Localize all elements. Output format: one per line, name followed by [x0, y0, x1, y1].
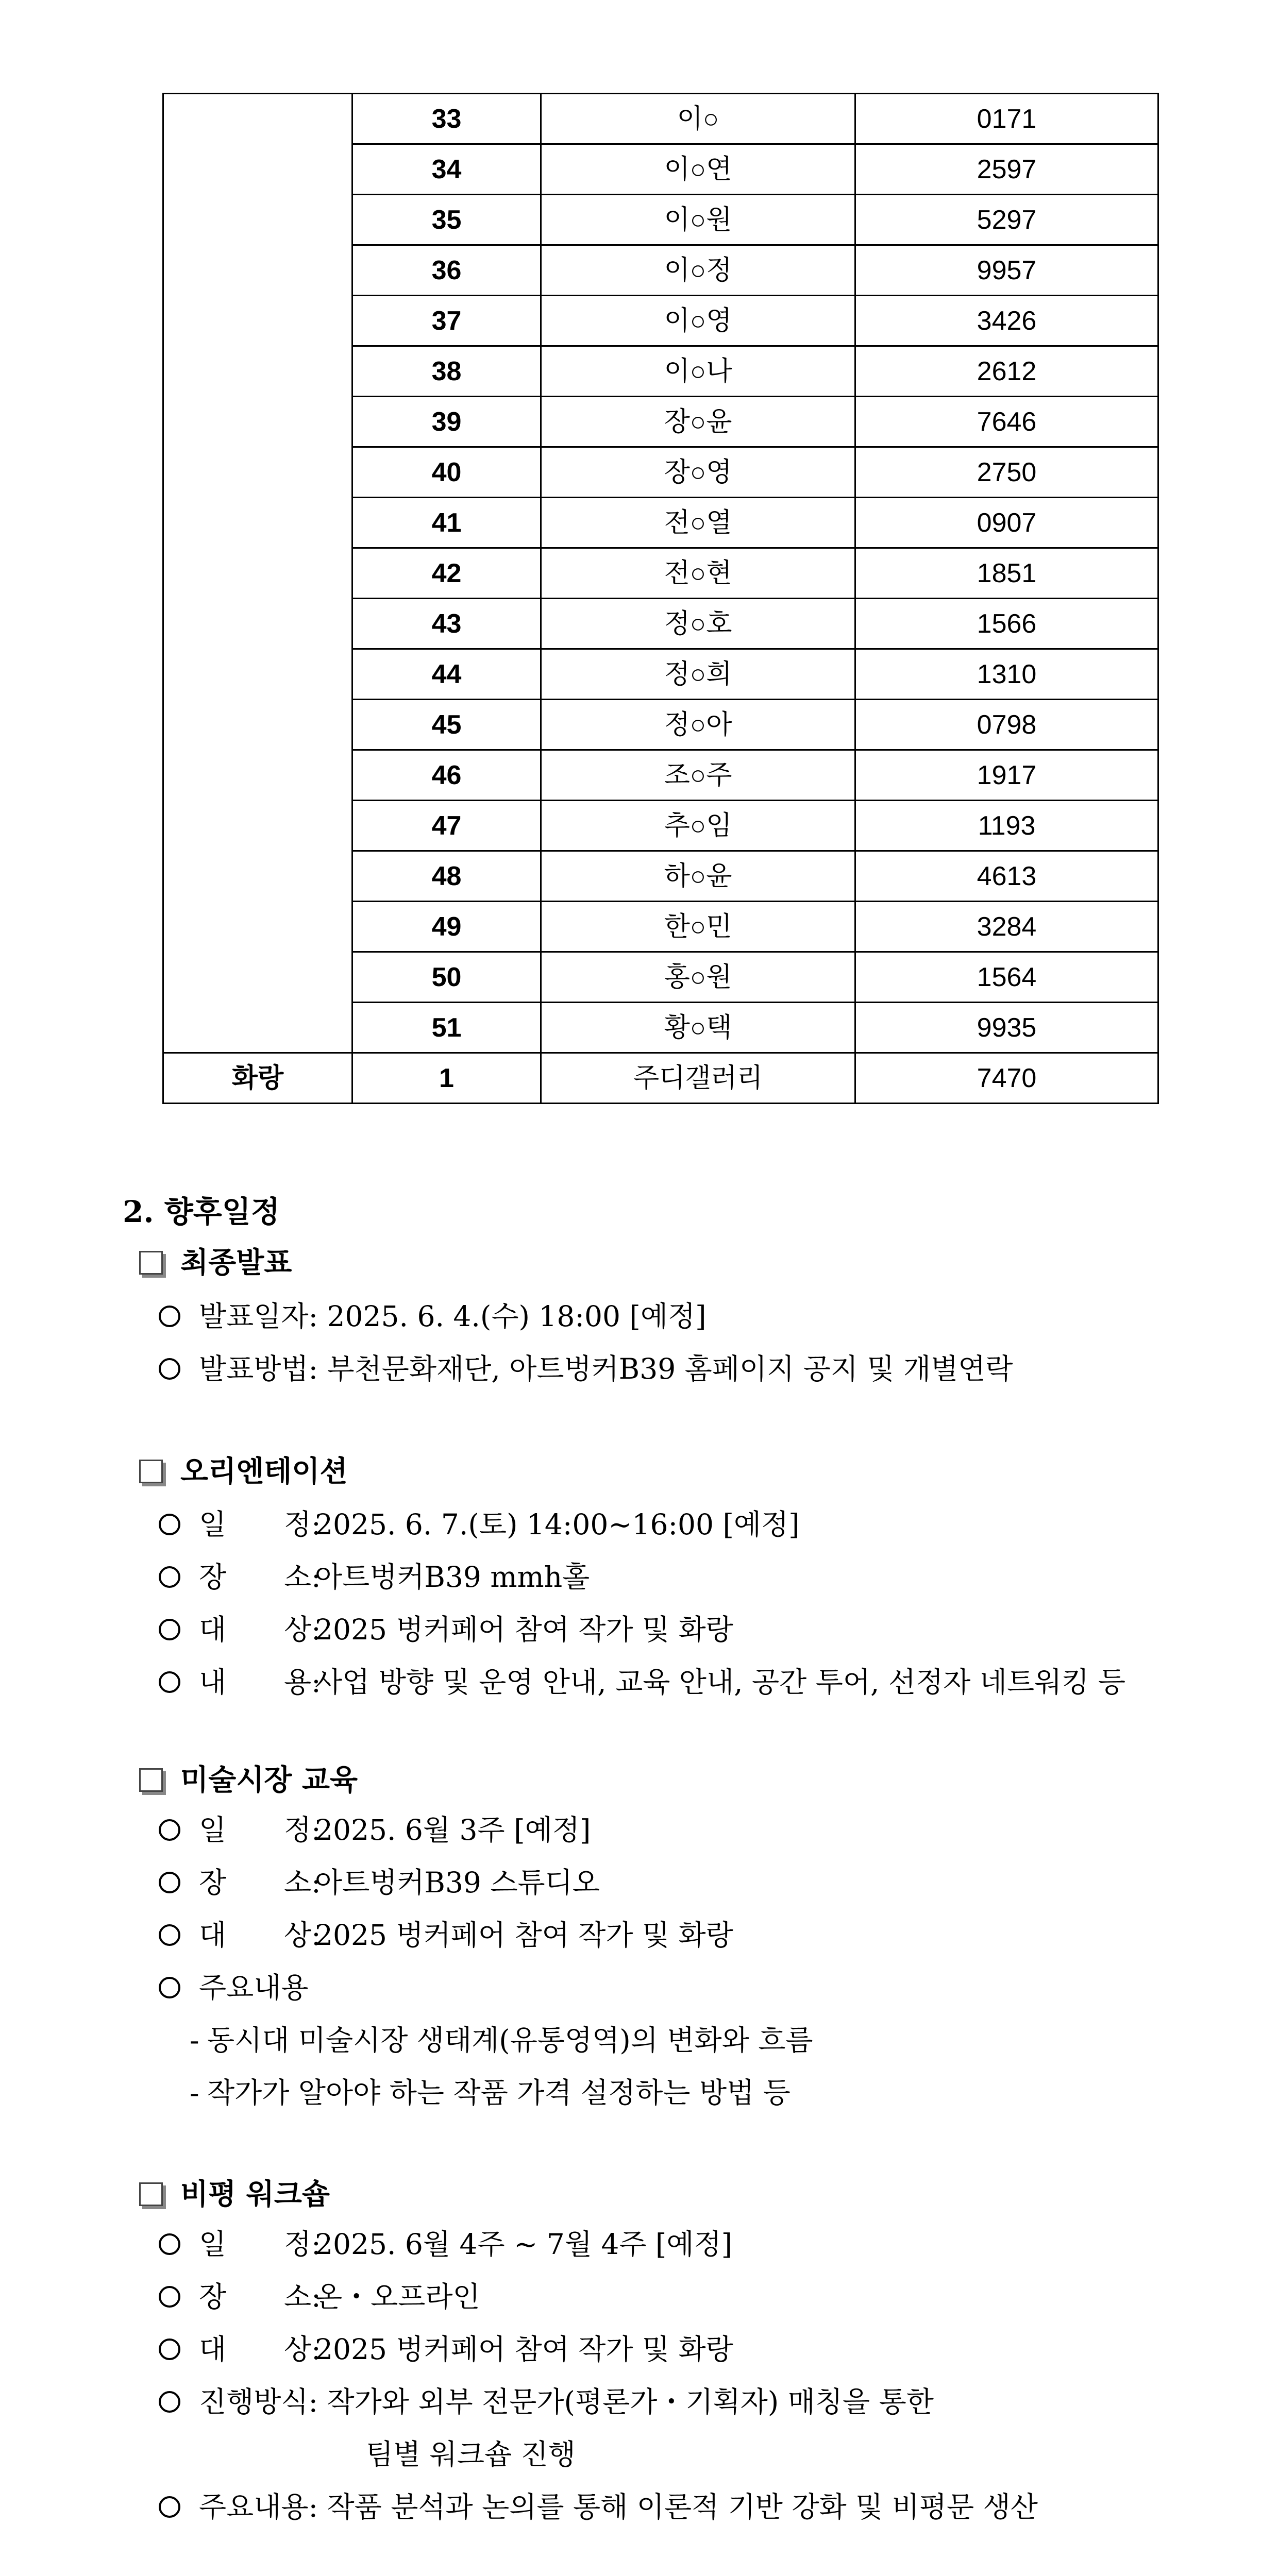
- row-number: 42: [352, 548, 541, 599]
- artist-name: 추○임: [541, 801, 855, 851]
- category-cell: [163, 94, 352, 1053]
- circle-bullet-icon: [159, 1514, 180, 1535]
- list-item: 발표일자: 2025. 6. 4.(수) 18:00 [예정]: [159, 1302, 707, 1331]
- category-cell: 화랑: [163, 1053, 352, 1104]
- market-education-heading: 미술시장 교육: [137, 1766, 358, 1795]
- list-item: 장 소:아트벙커B39 스튜디오: [159, 1869, 600, 1897]
- registration-code: 9935: [855, 1003, 1158, 1053]
- registration-code: 7646: [855, 397, 1158, 447]
- sub-list-item: - 작가가 알아야 하는 작품 가격 설정하는 방법 등: [190, 2076, 791, 2109]
- registration-code: 0798: [855, 700, 1158, 750]
- artist-name: 전○열: [541, 498, 855, 548]
- registration-code: 3284: [855, 902, 1158, 952]
- row-number: 41: [352, 498, 541, 548]
- artist-name: 이○연: [541, 144, 855, 195]
- registration-code: 9957: [855, 245, 1158, 296]
- registration-code: 1564: [855, 952, 1158, 1003]
- table-body: [163, 94, 1158, 1104]
- row-number: 37: [352, 296, 541, 346]
- list-item: 일 정:2025. 6. 7.(토) 14:00~16:00 [예정]: [159, 1511, 800, 1539]
- registration-code: 4613: [855, 851, 1158, 902]
- artist-name: 한○민: [541, 902, 855, 952]
- artist-name: 조○주: [541, 750, 855, 801]
- list-item: 일 정:2025. 6월 3주 [예정]: [159, 1816, 591, 1844]
- artist-name: 황○택: [541, 1003, 855, 1053]
- circle-bullet-icon: [159, 1306, 180, 1327]
- artist-name: 이○나: [541, 346, 855, 397]
- circle-bullet-icon: [159, 1566, 180, 1588]
- row-number: 48: [352, 851, 541, 902]
- final-announcement-heading: 최종발표: [137, 1249, 292, 1278]
- list-item: 장 소:온・오프라인: [159, 2283, 480, 2311]
- row-number: 34: [352, 144, 541, 195]
- artist-name: 이○영: [541, 296, 855, 346]
- artist-name: 이○: [541, 94, 855, 144]
- list-item: 대 상:2025 벙커페어 참여 작가 및 화랑: [159, 1921, 733, 1950]
- circle-bullet-icon: [159, 1872, 180, 1893]
- list-item: 대 상:2025 벙커페어 참여 작가 및 화랑: [159, 2335, 733, 2364]
- artist-name: 전○현: [541, 548, 855, 599]
- registration-code: 2750: [855, 447, 1158, 498]
- checkbox-square-icon: [139, 1768, 163, 1792]
- circle-bullet-icon: [159, 2338, 180, 2360]
- list-item: 발표방법: 부천문화재단, 아트벙커B39 홈페이지 공지 및 개별연락: [159, 1355, 1013, 1383]
- list-item: 장 소:아트벙커B39 mmh홀: [159, 1563, 590, 1591]
- circle-bullet-icon: [159, 1819, 180, 1841]
- artist-name: 정○호: [541, 599, 855, 649]
- artist-name: 이○정: [541, 245, 855, 296]
- row-number: 40: [352, 447, 541, 498]
- registration-code: 1566: [855, 599, 1158, 649]
- row-number: 36: [352, 245, 541, 296]
- row-number: 43: [352, 599, 541, 649]
- orientation-heading: 오리엔테이션: [137, 1458, 348, 1486]
- registration-code: 5297: [855, 195, 1158, 245]
- circle-bullet-icon: [159, 2391, 180, 2413]
- table-row: [163, 94, 1158, 144]
- section-2-title: 2. 향후일정: [123, 1194, 280, 1229]
- artist-name: 이○원: [541, 195, 855, 245]
- registration-code: 1310: [855, 649, 1158, 700]
- list-item: 일 정:2025. 6월 4주 ~ 7월 4주 [예정]: [159, 2230, 732, 2259]
- row-number: 47: [352, 801, 541, 851]
- artist-name: 홍○원: [541, 952, 855, 1003]
- circle-bullet-icon: [159, 1924, 180, 1946]
- artist-name: 하○윤: [541, 851, 855, 902]
- registration-code: 1917: [855, 750, 1158, 801]
- registration-code: 3426: [855, 296, 1158, 346]
- list-item: 진행방식: 작가와 외부 전문가(평론가・기획자) 매칭을 통한: [159, 2388, 934, 2416]
- critique-workshop-heading: 비평 워크숍: [137, 2180, 330, 2209]
- registration-code: 0907: [855, 498, 1158, 548]
- circle-bullet-icon: [159, 1619, 180, 1640]
- row-number: 51: [352, 1003, 541, 1053]
- registration-code: 1851: [855, 548, 1158, 599]
- registration-code: 2597: [855, 144, 1158, 195]
- circle-bullet-icon: [159, 2286, 180, 2308]
- artist-name: 장○윤: [541, 397, 855, 447]
- list-item-continuation: 팀별 워크숍 진행: [366, 2438, 576, 2471]
- circle-bullet-icon: [159, 1671, 180, 1693]
- row-number: 45: [352, 700, 541, 750]
- circle-bullet-icon: [159, 2496, 180, 2518]
- row-number: 38: [352, 346, 541, 397]
- row-number: 50: [352, 952, 541, 1003]
- sub-list-item: - 동시대 미술시장 생태계(유통영역)의 변화와 흐름: [190, 2024, 813, 2057]
- artist-name: 장○영: [541, 447, 855, 498]
- registration-code: 7470: [855, 1053, 1158, 1104]
- registration-code: 0171: [855, 94, 1158, 144]
- row-number: 1: [352, 1053, 541, 1104]
- checkbox-square-icon: [139, 1251, 163, 1275]
- row-number: 33: [352, 94, 541, 144]
- list-item: 대 상:2025 벙커페어 참여 작가 및 화랑: [159, 1616, 733, 1644]
- registration-code: 2612: [855, 346, 1158, 397]
- circle-bullet-icon: [159, 2233, 180, 2255]
- row-number: 46: [352, 750, 541, 801]
- table-row: [163, 1053, 1158, 1104]
- registration-code: 1193: [855, 801, 1158, 851]
- selection-results-table: [162, 93, 1159, 1104]
- list-item: 주요내용: [159, 1974, 309, 2002]
- list-item: 내 용:사업 방향 및 운영 안내, 교육 안내, 공간 투어, 선정자 네트워킹 등: [159, 1668, 1125, 1697]
- artist-name: 정○아: [541, 700, 855, 750]
- circle-bullet-icon: [159, 1977, 180, 1998]
- gallery-name: 주디갤러리: [541, 1053, 855, 1104]
- checkbox-square-icon: [139, 1460, 163, 1483]
- circle-bullet-icon: [159, 1358, 180, 1380]
- list-item: 주요내용: 작품 분석과 논의를 통해 이론적 기반 강화 및 비평문 생산: [159, 2493, 1038, 2521]
- checkbox-square-icon: [139, 2182, 163, 2206]
- row-number: 35: [352, 195, 541, 245]
- row-number: 49: [352, 902, 541, 952]
- artist-name: 정○희: [541, 649, 855, 700]
- row-number: 39: [352, 397, 541, 447]
- row-number: 44: [352, 649, 541, 700]
